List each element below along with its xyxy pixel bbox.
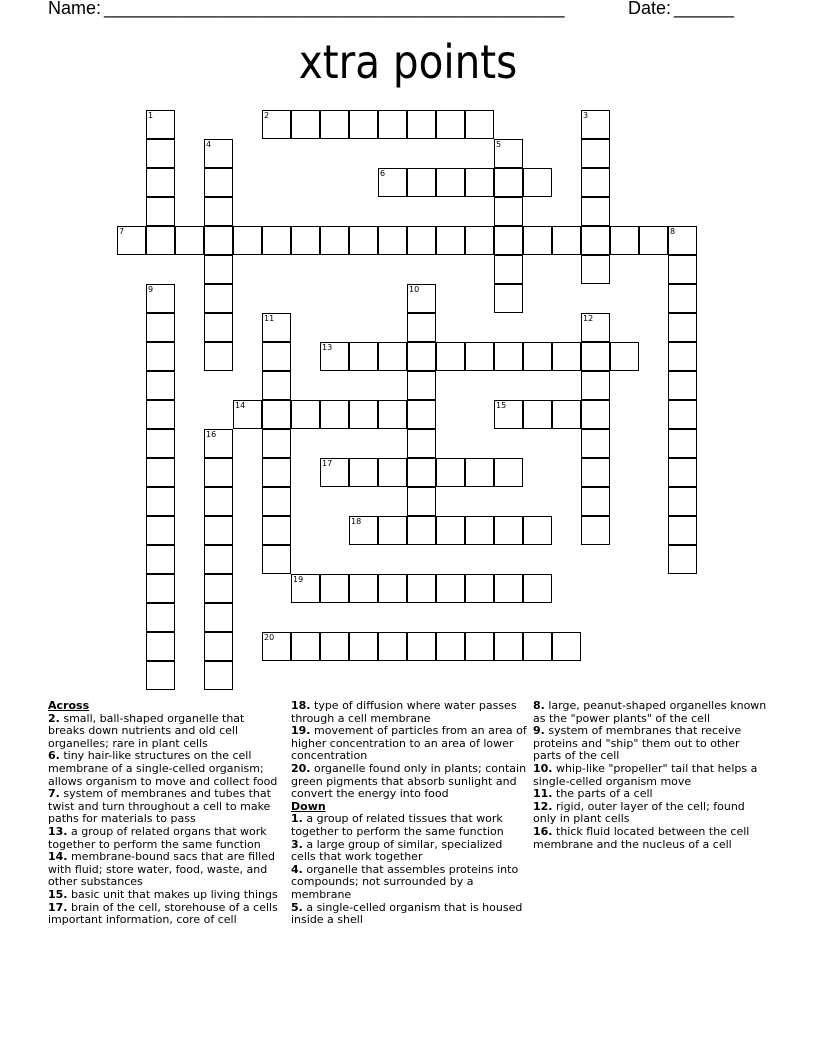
grid-cell[interactable] [494,342,523,371]
grid-cell[interactable] [523,226,552,255]
grid-cell[interactable] [262,516,291,545]
grid-cell[interactable] [117,226,146,255]
clue-text: a large group of similar, specialized cells that work together [291,837,503,864]
grid-cell[interactable] [233,400,262,429]
grid-cell[interactable] [407,371,436,400]
grid-cell[interactable] [146,284,175,313]
clue-number: 1. [291,812,303,826]
grid-cell[interactable] [436,168,465,197]
grid-cell[interactable] [378,226,407,255]
grid-cell[interactable] [552,632,581,661]
grid-cell[interactable] [668,284,697,313]
grid-cell[interactable] [204,255,233,284]
grid-cell[interactable] [465,110,494,139]
grid-cell[interactable] [639,226,668,255]
grid-cell[interactable] [494,168,523,197]
grid-cell[interactable] [523,632,552,661]
grid-cell[interactable] [146,400,175,429]
clue-text: the parts of a cell [556,787,653,801]
grid-cell[interactable] [320,226,349,255]
cell-number: 4 [206,140,212,149]
grid-cell[interactable] [349,458,378,487]
grid-cell[interactable] [378,342,407,371]
grid-cell[interactable] [581,487,610,516]
grid-cell[interactable] [204,574,233,603]
grid-cell[interactable] [262,487,291,516]
cell-number: 8 [670,227,676,236]
grid-cell[interactable] [552,226,581,255]
grid-cell[interactable] [262,371,291,400]
cell-number: 18 [351,517,362,526]
clue-number: 6. [48,749,60,763]
grid-cell[interactable] [262,429,291,458]
grid-cell[interactable] [291,574,320,603]
grid-cell[interactable] [581,458,610,487]
grid-cell[interactable] [204,661,233,690]
grid-cell[interactable] [407,516,436,545]
grid-cell[interactable] [204,168,233,197]
grid-cell[interactable] [494,284,523,313]
down-clue [533,725,769,763]
cell-number: 13 [322,343,333,352]
grid-cell[interactable] [320,342,349,371]
grid-cell[interactable] [233,226,262,255]
grid-cell[interactable] [204,429,233,458]
grid-cell[interactable] [349,400,378,429]
clue-number: 4. [291,862,303,876]
down-clue [291,902,527,927]
grid-cell[interactable] [262,632,291,661]
grid-cell[interactable] [465,632,494,661]
grid-cell[interactable] [668,545,697,574]
grid-cell[interactable] [262,313,291,342]
grid-cell[interactable] [668,487,697,516]
grid-cell[interactable] [349,574,378,603]
grid-cell[interactable] [146,371,175,400]
grid-cell[interactable] [523,516,552,545]
grid-cell[interactable] [407,574,436,603]
grid-cell[interactable] [581,516,610,545]
grid-cell[interactable] [146,313,175,342]
across-clue [48,851,284,889]
across-heading: Across [48,699,90,712]
clue-number: 12. [533,799,553,813]
grid-cell[interactable] [494,139,523,168]
cell-number: 3 [583,111,589,120]
grid-cell[interactable] [610,342,639,371]
clue-number: 20. [291,761,311,775]
cell-number: 1 [148,111,154,120]
clue-number: 15. [48,887,68,901]
clues-column-3 [533,700,769,851]
clue-text: a group of related organs that work together to perform the same function [48,824,267,851]
grid-cell[interactable] [146,516,175,545]
grid-cell[interactable] [436,226,465,255]
across-clue [48,750,284,788]
date-field[interactable]: ______ [674,0,735,18]
across-clue [291,700,527,725]
grid-cell[interactable] [320,458,349,487]
grid-cell[interactable] [465,516,494,545]
grid-cell[interactable] [262,226,291,255]
grid-cell[interactable] [407,226,436,255]
grid-cell[interactable] [668,371,697,400]
across-clue [48,713,284,751]
grid-cell[interactable] [407,284,436,313]
grid-cell[interactable] [668,429,697,458]
down-clue [533,826,769,851]
grid-cell[interactable] [581,429,610,458]
grid-cell[interactable] [494,197,523,226]
grid-cell[interactable] [146,168,175,197]
grid-cell[interactable] [320,574,349,603]
grid-cell[interactable] [494,574,523,603]
grid-cell[interactable] [204,603,233,632]
grid-cell[interactable] [581,371,610,400]
grid-cell[interactable] [407,342,436,371]
grid-cell[interactable] [378,110,407,139]
grid-cell[interactable] [146,197,175,226]
clues-column-1 [48,700,284,927]
grid-cell[interactable] [146,574,175,603]
grid-cell[interactable] [320,632,349,661]
grid-cell[interactable] [552,400,581,429]
grid-cell[interactable] [146,632,175,661]
clue-number: 8. [533,699,545,712]
grid-cell[interactable] [668,400,697,429]
grid-cell[interactable] [146,429,175,458]
cell-number: 14 [235,401,246,410]
name-field[interactable]: ______________________________________________ [104,0,565,18]
clue-number: 17. [48,900,68,914]
cell-number: 19 [293,575,304,584]
grid-cell[interactable] [668,255,697,284]
across-clue [48,902,284,927]
cell-number: 12 [583,314,594,323]
clues-column-2 [291,700,527,927]
grid-cell[interactable] [349,226,378,255]
grid-cell[interactable] [146,226,175,255]
cell-number: 15 [496,401,507,410]
clue-text: a group of related tissues that work together to perform the same function [291,812,504,838]
grid-cell[interactable] [378,516,407,545]
grid-cell[interactable] [407,429,436,458]
grid-cell[interactable] [436,342,465,371]
grid-cell[interactable] [465,226,494,255]
grid-cell[interactable] [291,226,320,255]
grid-cell[interactable] [175,226,204,255]
cell-number: 5 [496,140,502,149]
grid-cell[interactable] [668,313,697,342]
grid-cell[interactable] [262,342,291,371]
grid-cell[interactable] [581,139,610,168]
clue-text: thick fluid located between the cell membrane and the nucleus of a cell [533,824,750,851]
clue-text: small, ball-shaped organelle that breaks down nutrients and old cell organelles; rare in plant cells [48,711,245,750]
grid-cell[interactable] [465,342,494,371]
clue-number: 13. [48,824,68,838]
grid-cell[interactable] [378,458,407,487]
grid-cell[interactable] [523,342,552,371]
grid-cell[interactable] [581,255,610,284]
clue-text: system of membranes that receive proteins and "ship" them out to other parts of the cell [533,724,742,763]
name-label: Name: [48,0,102,18]
grid-cell[interactable] [262,110,291,139]
grid-cell[interactable] [320,400,349,429]
grid-cell[interactable] [581,110,610,139]
down-clue [291,864,527,902]
cell-number: 11 [264,314,275,323]
grid-cell[interactable] [291,400,320,429]
grid-cell[interactable] [523,400,552,429]
grid-cell[interactable] [494,516,523,545]
grid-cell[interactable] [668,516,697,545]
grid-cell[interactable] [204,313,233,342]
grid-cell[interactable] [436,574,465,603]
grid-cell[interactable] [349,342,378,371]
grid-cell[interactable] [146,139,175,168]
grid-cell[interactable] [349,516,378,545]
grid-cell[interactable] [494,458,523,487]
clue-number: 2. [48,711,60,725]
clue-number: 18. [291,699,311,712]
clue-text: rigid, outer layer of the cell; found only in plant cells [533,799,745,826]
down-clue [291,839,527,864]
grid-cell[interactable] [436,458,465,487]
grid-cell[interactable] [407,632,436,661]
grid-cell[interactable] [436,632,465,661]
grid-cell[interactable] [349,632,378,661]
grid-cell[interactable] [407,168,436,197]
clue-text: whip-like "propeller" tail that helps a single-celled organism move [533,761,758,788]
grid-cell[interactable] [581,168,610,197]
grid-cell[interactable] [204,632,233,661]
grid-cell[interactable] [436,110,465,139]
grid-cell[interactable] [146,342,175,371]
clue-number: 9. [533,724,545,738]
grid-cell[interactable] [204,226,233,255]
clue-number: 11. [533,787,553,801]
grid-cell[interactable] [523,168,552,197]
grid-cell[interactable] [146,603,175,632]
down-clue [533,801,769,826]
down-heading: Down [291,799,326,813]
grid-cell[interactable] [494,255,523,284]
clue-number: 19. [291,724,311,738]
clue-text: membrane-bound sacs that are filled with fluid; store water, food, waste, and other substances [48,850,275,889]
cell-number: 17 [322,459,333,468]
clue-text: organelle found only in plants; contain green pigments that absorb sunlight and convert the energy into food [291,761,527,801]
grid-cell[interactable] [407,110,436,139]
grid-cell[interactable] [581,400,610,429]
cell-number: 7 [119,227,125,236]
grid-cell[interactable] [407,313,436,342]
grid-cell[interactable] [204,284,233,313]
across-clue [291,725,527,763]
grid-cell[interactable] [494,226,523,255]
grid-cell[interactable] [204,516,233,545]
grid-cell[interactable] [262,458,291,487]
cell-number: 10 [409,285,420,294]
grid-cell[interactable] [204,139,233,168]
cell-number: 2 [264,111,270,120]
grid-cell[interactable] [146,661,175,690]
across-clue [48,826,284,851]
grid-cell[interactable] [146,487,175,516]
grid-cell[interactable] [262,400,291,429]
grid-cell[interactable] [146,545,175,574]
grid-cell[interactable] [668,226,697,255]
grid-cell[interactable] [523,574,552,603]
grid-cell[interactable] [581,342,610,371]
grid-cell[interactable] [204,487,233,516]
grid-cell[interactable] [146,110,175,139]
grid-cell[interactable] [291,110,320,139]
down-clue [291,813,527,838]
clue-text: tiny hair-like structures on the cell membrane of a single-celled organism; allows organism to move and collect food [48,749,278,788]
grid-cell[interactable] [204,545,233,574]
grid-cell[interactable] [581,197,610,226]
grid-cell[interactable] [581,313,610,342]
clue-text: system of membranes and tubes that twist and turn throughout a cell to make paths for materials to pass [48,787,271,826]
across-clue [48,788,284,826]
clue-text: organelle that assembles proteins into compounds; not surrounded by a membrane [291,862,519,901]
grid-cell[interactable] [349,110,378,139]
grid-cell[interactable] [668,458,697,487]
clue-text: basic unit that makes up living things [71,887,278,901]
clue-number: 7. [48,787,60,801]
down-clue [533,700,769,725]
clue-number: 5. [291,900,303,914]
grid-cell[interactable] [407,458,436,487]
grid-cell[interactable] [465,168,494,197]
grid-cell[interactable] [552,342,581,371]
clue-text: movement of particles from an area of higher concentration to an area of lower concentration [291,724,527,763]
clue-number: 10. [533,761,553,775]
grid-cell[interactable] [204,197,233,226]
clue-text: large, peanut-shaped organelles known as the "power plants" of the cell [533,699,767,725]
grid-cell[interactable] [291,632,320,661]
grid-cell[interactable] [378,168,407,197]
page-title: xtra points [298,35,518,89]
clue-number: 14. [48,850,68,864]
grid-cell[interactable] [581,226,610,255]
clue-text: brain of the cell, storehouse of a cells important information, core of cell [48,900,278,927]
grid-cell[interactable] [378,632,407,661]
grid-cell[interactable] [204,458,233,487]
grid-cell[interactable] [465,574,494,603]
grid-cell[interactable] [668,342,697,371]
down-clue [533,763,769,788]
grid-cell[interactable] [378,574,407,603]
grid-cell[interactable] [610,226,639,255]
date-label: Date: [628,0,672,18]
cell-number: 16 [206,430,217,439]
grid-cell[interactable] [494,400,523,429]
clue-text: a single-celled organism that is housed inside a shell [291,900,523,927]
grid-cell[interactable] [320,110,349,139]
clue-number: 16. [533,824,553,838]
across-clue [291,763,527,801]
grid-cell[interactable] [262,545,291,574]
grid-cell[interactable] [436,516,465,545]
grid-cell[interactable] [378,400,407,429]
grid-cell[interactable] [465,458,494,487]
grid-cell[interactable] [204,342,233,371]
cell-number: 20 [264,633,275,642]
grid-cell[interactable] [494,632,523,661]
clue-number: 3. [291,837,303,851]
cell-number: 6 [380,169,386,178]
clue-text: type of diffusion where water passes through a cell membrane [291,699,517,725]
grid-cell[interactable] [407,400,436,429]
grid-cell[interactable] [146,458,175,487]
cell-number: 9 [148,285,154,294]
grid-cell[interactable] [407,487,436,516]
